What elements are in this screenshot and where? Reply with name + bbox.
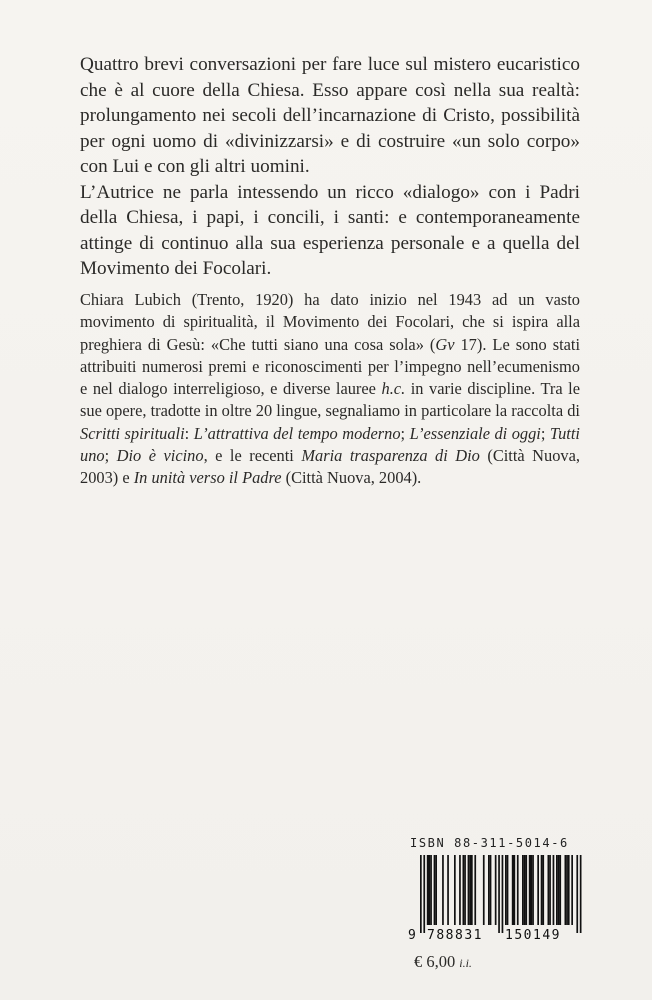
barcode-bar bbox=[565, 855, 567, 925]
barcode-bar bbox=[495, 855, 497, 925]
barcode-bar bbox=[423, 855, 425, 933]
ean-first-digit: 9 bbox=[408, 928, 416, 943]
barcode-bar bbox=[548, 855, 550, 925]
barcode-bar bbox=[427, 855, 429, 925]
barcode-bar bbox=[566, 855, 568, 925]
barcode-bar bbox=[442, 855, 444, 925]
barcode-bar bbox=[488, 855, 490, 925]
barcode-bar bbox=[556, 855, 558, 925]
barcode-bar bbox=[474, 855, 476, 925]
barcode-bar bbox=[537, 855, 539, 925]
price bbox=[414, 952, 472, 972]
ean-left-digits: 788831 bbox=[427, 928, 483, 943]
barcode-bar bbox=[549, 855, 551, 925]
barcode-bar bbox=[517, 855, 519, 925]
barcode-graphic bbox=[408, 853, 588, 943]
barcode-bar bbox=[512, 855, 514, 925]
price-tax-tag: i.i. bbox=[459, 956, 472, 970]
barcode-bar bbox=[514, 855, 516, 925]
barcode-bar bbox=[502, 855, 504, 933]
barcode-bar bbox=[429, 855, 431, 925]
barcode-bar bbox=[531, 855, 533, 925]
barcode-bar bbox=[524, 855, 526, 925]
barcode-bar bbox=[464, 855, 466, 925]
barcode-bar bbox=[522, 855, 524, 925]
price-amount: € 6,00 bbox=[414, 952, 456, 971]
barcode-bar bbox=[468, 855, 470, 925]
barcode-bar bbox=[525, 855, 527, 925]
barcode-bar bbox=[571, 855, 573, 925]
description-paragraph-2: L’Autrice ne parla intessendo un ricco «dialogo» con i Padri della Chiesa, i papi, i concili, i santi: e contemporaneamente attinge di continuo alla sua esperienza personale e a quella del Movimento dei Focolari. bbox=[80, 181, 580, 279]
barcode-bar bbox=[507, 855, 509, 925]
barcode-bar bbox=[434, 855, 436, 925]
barcode-bar bbox=[568, 855, 570, 925]
barcode-bar bbox=[505, 855, 507, 925]
ean-barcode bbox=[408, 853, 588, 943]
barcode-bar bbox=[541, 855, 543, 925]
author-biography bbox=[80, 289, 580, 490]
barcode-bar bbox=[454, 855, 456, 925]
barcode-bar bbox=[420, 855, 422, 933]
isbn-label: ISBN 88-311-5014-6 bbox=[410, 836, 569, 850]
barcode-bar bbox=[471, 855, 473, 925]
barcode-bar bbox=[553, 855, 555, 925]
barcode-bar bbox=[559, 855, 561, 925]
biography-paragraph: Chiara Lubich (Trento, 1920) ha dato inizio nel 1943 ad un vasto movimento di spiritualità, il Movimento dei Focolari, che si ispira alla preghiera di Gesù: «Che tutti siano una cosa sola» (Gv 17). Le sono stati attribuiti numerosi premi e riconoscimenti per l’impegno nell’ecumenismo e nel dialogo interreligioso, e diverse lauree h.c. in varie discipline. Tra le sue opere, tradotte in oltre 20 lingue, segnaliamo in particolare la raccolta di Scritti spirituali: L’attrattiva del tempo moderno; L’essenziale di oggi; Tutti uno; Dio è vicino, e le recenti Maria trasparenza di Dio (Città Nuova, 2003) e In unità verso il Padre (Città Nuova, 2004). bbox=[80, 290, 581, 488]
barcode-bar bbox=[498, 855, 500, 933]
barcode-bar bbox=[459, 855, 461, 925]
barcode-bar bbox=[447, 855, 449, 925]
ean-right-digits: 150149 bbox=[505, 928, 561, 943]
barcode-bar bbox=[463, 855, 465, 925]
barcode-bar bbox=[529, 855, 531, 925]
barcode-bar bbox=[483, 855, 485, 925]
barcode-bar bbox=[490, 855, 492, 925]
barcode-bar bbox=[435, 855, 437, 925]
barcode-bar bbox=[469, 855, 471, 925]
barcode-bar bbox=[542, 855, 544, 925]
barcode-bar bbox=[532, 855, 534, 925]
book-description bbox=[80, 52, 580, 282]
barcode-bar bbox=[576, 855, 578, 933]
barcode-bar bbox=[430, 855, 432, 925]
barcode-bar bbox=[580, 855, 582, 933]
barcode-bar bbox=[558, 855, 560, 925]
description-paragraph-1: Quattro brevi conversazioni per fare luce sul mistero eucaristico che è al cuore della Chiesa. Esso appare così nella sua realtà: prolungamento nei secoli dell’incarnazione di Cristo, possibilità per ogni uomo di «divinizzarsi» e di costruire «un solo corpo» con Lui e con gli altri uomini. bbox=[80, 54, 580, 177]
